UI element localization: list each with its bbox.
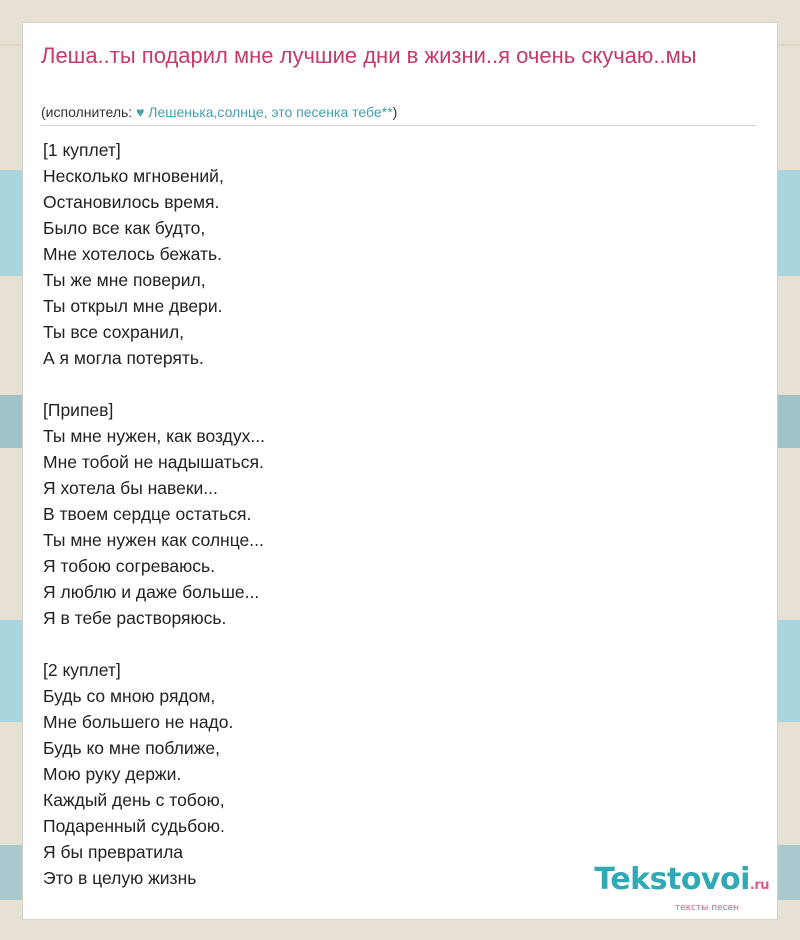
- chorus-header: [Припев]: [43, 400, 114, 420]
- heart-icon: ♥: [136, 104, 145, 120]
- song-title: Леша..ты подарил мне лучшие дни в жизни..я очень скучаю..мы: [41, 43, 697, 68]
- lyric-line: Ты мне нужен, как воздух...: [43, 426, 265, 446]
- lyric-line: Ты же мне поверил,: [43, 270, 206, 290]
- artist-line: [41, 103, 397, 121]
- lyric-line: Я хотела бы навеки...: [43, 478, 218, 498]
- site-logo[interactable]: [559, 863, 769, 913]
- lyric-line: Каждый день с тобою,: [43, 790, 225, 810]
- lyric-line: Мне тобой не надышаться.: [43, 452, 264, 472]
- logo-wordmark: [559, 863, 769, 903]
- lyric-line: Подаренный судьбою.: [43, 816, 225, 836]
- stanza-gap: [43, 371, 743, 397]
- lyric-line: Мою руку держи.: [43, 764, 182, 784]
- lyric-line: Будь со мною рядом,: [43, 686, 216, 706]
- artist-prefix: (исполнитель:: [41, 104, 137, 120]
- lyric-line: Остановилось время.: [43, 192, 220, 212]
- verse-2-header: [2 куплет]: [43, 660, 121, 680]
- lyrics-card: [22, 22, 778, 920]
- lyric-line: Я тобою согреваюсь.: [43, 556, 216, 576]
- lyric-line: Мне большего не надо.: [43, 712, 234, 732]
- lyric-line: Ты открыл мне двери.: [43, 296, 223, 316]
- logo-tagline: тексты песен: [674, 903, 739, 913]
- lyric-line: Мне хотелось бежать.: [43, 244, 222, 264]
- divider: [41, 125, 757, 126]
- logo-tld: .ru: [749, 878, 769, 893]
- verse-1-header: [1 куплет]: [43, 140, 121, 160]
- lyric-line: Ты все сохранил,: [43, 322, 185, 342]
- lyrics-body: [43, 137, 743, 891]
- artist-link[interactable]: Лешенька,солнце, это песенка тебе**: [144, 104, 393, 120]
- lyric-line: Будь ко мне поближе,: [43, 738, 220, 758]
- stanza-gap: [43, 631, 743, 657]
- lyric-line: Ты мне нужен как солнце...: [43, 530, 264, 550]
- lyric-line: А я могла потерять.: [43, 348, 204, 368]
- logo-name: Tekstovoi: [594, 862, 750, 897]
- lyric-line: Я люблю и даже больше...: [43, 582, 260, 602]
- lyric-line: Это в целую жизнь: [43, 868, 197, 888]
- lyric-line: Я бы превратила: [43, 842, 184, 862]
- lyric-line: В твоем сердце остаться.: [43, 504, 252, 524]
- artist-suffix: ): [392, 104, 398, 120]
- lyric-line: Я в тебе растворяюсь.: [43, 608, 227, 628]
- lyric-line: Было все как будто,: [43, 218, 206, 238]
- lyric-line: Несколько мгновений,: [43, 166, 224, 186]
